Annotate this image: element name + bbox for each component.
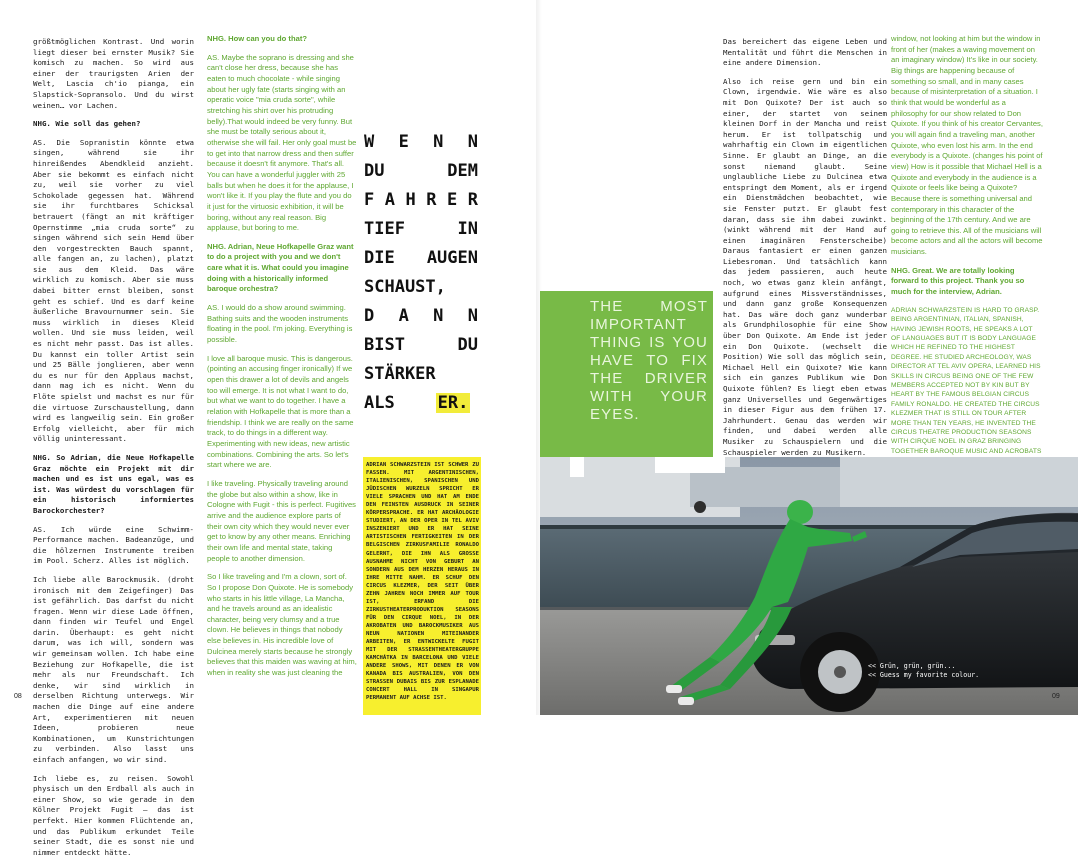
headline-highlight: ER. <box>437 393 469 413</box>
paragraph: AS. Ich würde eine Schwimm-Performance machen. Badeanzüge, und die hölzernen Instrumente treiben im Pool. Scherz. Alles ist möglich. <box>33 524 194 566</box>
paragraph: So I like traveling and I'm a clown, sort of. So I propose Don Quixote. He is somebody who starts in his little village, La Mancha, and he travels around as an idealistic character, being very clumsy and a true clown. He believes in things that nobody else believes in. His incredible love of Dulcinea merely starts because he strongly believes that this maiden was waving at him, when in reality she was just cleaning the <box>207 572 357 678</box>
caption-line: << Guess my favorite colour. <box>868 671 980 679</box>
pull-quote <box>540 291 713 471</box>
headline-line: BIST DU <box>364 335 478 355</box>
paragraph: Also ich reise gern und bin ein Clown, irgendwie. Wie wäre es also mit Don Quixote? Der ist auch so einer, der startet von seinem kleinen Dorf in der Mancha und reist herum. Er ist tollpatschig und wahrhaftig ein Clown im eigentlichen Sinne. Er glaubt an Dinge, an die sonst niemand glaubt. Seine unglaubliche Liebe zu Dulcinea etwa entspringt dem Moment, als er irgend ein Dienstmädchen beobachtet, wie sie Fenster putzt. Er glaubt fest daran, dass sie ihm dabei zuwinkt. (winkt während mit der Hand auf einen imaginären Fensterscheibe) Daraus fantasiert er einen ganzen Liebesroman. Und tatsächlich kann das jedem passieren, auch heute noch, wo etwas ganz klein anfängt, aufgrund eines Missverständnisses, und dann ganz große Konsequenzen hat. Das wäre doch ganz wunderbar als Grundphilosophie für eine Show über Don Quixote. Am Ende ist jeder ein Don Quixote. (wechselt die Position) Wie soll das möglich sein, Michael Hell ein Quixote? Wie kann sich ein ganzes Publikum wie Don Quixote fühlen? Es liegt eben etwas ganz Universelles und Gegenwärtiges in dieser Figur aus dem frühen 17. Jahrhundert. Genau das werden wir finden, und dabei werden alle Musiker zu Schauspielern und die Schauspieler werden zu Musikern. <box>723 76 887 457</box>
headline-line: TIEF IN <box>364 219 478 239</box>
headline-word: ALS <box>364 393 395 413</box>
paragraph: Das bereichert das eigene Leben und Mentalität und führt die Menschen in eine andere Dimension. <box>723 37 887 68</box>
headline-line: STÄRKER <box>364 364 436 384</box>
paragraph: I love all baroque music. This is dangerous. (pointing an accusing finger ironically) If we open this drawer a lot of devils and angels too will emerge. It is not what I want to do, but what we want to do together. I have a relation with Hofkapelle that is more than a friendship. I think we are really on the same track, to do things in a different way. Experimenting with new ideas, new artistic combinations. Combining the arts. So let's start where we are. <box>207 353 354 470</box>
headline-line: F A H R E R <box>364 190 478 210</box>
bio-text-english: ADRIAN SCHWARZSTEIN IS HARD TO GRASP. BEING ARGENTINIAN, ITALIAN, SPANISH, HAVING JEWISH ROOTS, HE SPEAKS A LOT OF LANGUAGES BUT IT IS BODY LANGUAGE WHICH HE REFINED TO THE HIGHEST DEGREE. HE STUDIED ARCHEOLOGY, WAS DIRECTOR AT TEL AVIV OPERA, LEARNED HIS SKILLS IN CIRCUS BEING ONE OF THE FEW MEMBERS ACCEPTED NOT BY KIN BUT BY HEART BY THE FAMOUS BELGIAN CIRCUS FAMILY RONALDO. HE CREATED THE CIRCUS KLEZMER THAT IS STILL ON TOUR AFTER MORE THAN TEN YEARS, HE INVENTED THE CIRCUS THEATRE PRODUCTION SEASONS WITH CIRQUE NOEL IN GRAZ BRINGING TOGETHER BAROQUE MUSIC AND ACROBATS <box>891 306 1042 455</box>
paragraph: AS. Maybe the soprano is dressing and she can't close her dress, because she has eaten to much chocolate - while singing about her ugly fate (starts singing with an operatic voice "mia cruda sorte", while stretching his shirt over his protruding belly).That would indeed be very funny. But she must be totally serious about it, otherwise she will fail. Her only goal must be to get into that narrow dress and then suffer because it doesn't fit anymore. That's all. You can have a wonderful juggler with 25 balls but when he does it for the applause, I won't like it. If you play the flute and you do it just for the virtuosic exhibition, it will be boring, without any real reason. Big applause, but boring to me. <box>207 52 357 233</box>
german-column-left <box>33 37 194 857</box>
german-column-right <box>723 37 887 457</box>
paragraph: AS. Die Sopranistin könnte etwa singen, während sie ihr hinreißendes Abendkleid anzieht. Aber sie bekommt es einfach nicht zu, weil sie vorher zu viel Schokolade gegessen hat. Während sie ihr furchtbares Schicksal betrauert (fängt an mit kräftiger Opernstimme „mia cruda sorte“ zu singen während sich sein Hemd über den vorgestreckten Bauch spannt, alle fangen an, zu lachen), platzt sie aus dem Kleid. Das wäre wirklich zu komisch. Aber sie muss dabei bitter ernst bleiben, sonst geht es schief. Und es darf keine äußerliche Bravournummer sein. Sie muss wirklich in dieses Kleid wollen. Und sie muss leiden, weil es nicht mehr passt. Das ist alles. Du kannst ein toller Artist sein und 25 Bälle jonglieren, aber wenn du es nur für den Applaus machst, dann mag ich es nicht. Wenn du Flöte spielst und machst es nur für die virtuose Zurschaustellung, dann wird es langweilig sein. Ein großer Erfolg vielleicht, aber für mich völlig uninteressant. <box>33 137 194 444</box>
photo-caption <box>868 662 1048 680</box>
headline-line: DIE AUGEN <box>364 248 478 268</box>
paragraph: I like traveling. Physically traveling around the globe but also within a show, like in Cologne with Fugit - this is perfect. Fugitives arrive and the audience explore parts of their own city which they would never ever get to know by any other means. Enriching their own life and mental state, taking people to another dimension. <box>207 478 356 563</box>
headline-line: DU DEM <box>364 161 478 181</box>
headline-last-line <box>364 389 478 418</box>
paragraph: window, not looking at him but the window in front of her (makes a waving movement on an imaginary window) It's like in our society. Big things are happening because of something so small, and in many cases because of misinterpretation of a situation. I think that would be wonderful as a philosophy for our show related to Don Quixote. If you think of his creator Cervantes, you will again find a traveling man, another Quixote, who even lost his arm. In the end everybody is a Quixote. (changes his point of view) How is it possible that Michael Hell is a Quixote and everybody in the audience is a Quixote or feels like being a Quixote? Because there is something universal and contemporary in this character of the beginning of the 17th century. And we are going to retrieve this. All of the musicians will become actors and all the actors will become musicians. <box>891 34 1043 257</box>
english-column-left <box>207 34 357 700</box>
question: NHG. Great. We are totally looking forward to this project. Thank you so much for the interview, Adrian. <box>891 265 1025 297</box>
english-column-right <box>891 34 1043 454</box>
headline <box>364 128 478 418</box>
headline-line: SCHAUST, <box>364 277 446 297</box>
bio-box-german <box>363 457 481 715</box>
page-number-right: 09 <box>1052 693 1060 700</box>
page-number-left: 08 <box>14 693 22 700</box>
paragraph: Ich liebe alle Barockmusik. (droht ironisch mit dem Zeigefinger) Das ist gefährlich. Das darfst du nicht fragen. Wenn wir diese Lade öffnen, dann finden wir Teufel und Engel darin. Überhaupt: es geht nicht darum, was ich will, sondern was wir gemeinsam wollen. Ich habe eine Beziehung zur Hofkapelle, die ist mehr als nur Freundschaft. Ich denke, wir sind wirklich in derselben Richtung unterwegs. Wir machen die Dinge auf eine andere Art, experimentieren mit neuen Ideen, probieren neue Kombinationen, um Kunstrichtungen zu verbinden. Also lasst uns einfach anfangen, wo wir sind. <box>33 574 194 764</box>
paragraph: AS. I would do a show around swimming. Bathing suits and the wooden instruments floating in the pool. I'm joking. Everything is possible. <box>207 303 353 345</box>
headline-line: D A N N <box>364 306 478 326</box>
question: NHG. So Adrian, die Neue Hofkapelle Graz möchte ein Projekt mit dir machen und es ist uns egal, was es ist. Was würdest du vorschlagen für ein historisch informiertes Barockorchester? <box>33 452 194 515</box>
paragraph: größtmöglichen Kontrast. Und worin liegt dieser bei ernster Musik? Sie komisch zu machen. So wird aus einer der traurigsten Arien der Welt, Lascia ch'io pianga, ein Slapstick-Sopransolo. Und du wirst weinen… vor Lachen. <box>33 37 194 110</box>
caption-line: << Grün, grün, grün... <box>868 662 956 670</box>
question: NHG. How can you do that? <box>207 34 307 43</box>
pull-quote-text: THE MOST IMPORTANT THING IS YOU HAVE TO FIX THE DRIVER WITH YOUR EYES. <box>590 298 708 423</box>
paragraph: Ich liebe es, zu reisen. Sowohl physisch um den Erdball als auch in einer Show, so wie gerade in dem Kölner Projekt Fugit – das ist perfekt. Hier kommen Flüchtende an, und das Publikum erkundet Teile seiner Stadt, die es sonst nie und nimmer entdeckt hätte. <box>33 773 194 857</box>
question: NHG. Wie soll das gehen? <box>33 119 141 129</box>
bio-text-german: ADRIAN SCHWARZSTEIN IST SCHWER ZU FASSEN. MIT ARGENTINISCHEN, ITALIENISCHEN, SPANISCHEN UND JÜDISCHEN WURZELN SPRICHT ER VIELE SPRACHEN UND HAT AM ENDE DEN FEINSTEN AUSDRUCK IN SEINER KÖRPERSPRACHE. ER HAT ARCHÄOLOGIE STUDIERT, AN DER OPER IN TEL AVIV INSZENIERT UND ER HAT SEINE ARTISTISCHEN FERTIGKEITEN IN DER BELGISCHEN ZIRKUSFAMILIE RONALDO GELERNT, DIE IHN ALS GROSSE AUSNAHME NICHT VON GEBURT AN SONDERN AUS DEM HERZEN HERAUS IN IHRE MITTE NAHM. ER SCHUF DEN CIRCUS KLEZMER, DER SEIT ÜBER ZEHN JAHREN NOCH IMMER AUF TOUR IST, ERFAND DIE ZIRKUSTHEATERPRODUKTION SEASONS FÜR DEN CIRQUE NOEL, IN DER AKROBATEN UND BAROCKMUSIKER AUS NEUN NATIONEN MITEINANDER ARBEITEN, ER ENTWICKELTE FUGIT MIT DER STRASSENTHEATERGRUPPE KAMCHÁTKA IN BARCELONA UND VIELE ANDERE SHOWS, MIT DENEN ER VON KANADA BIS AUSTRALIEN, VON DEN STRASSEN DUBAIS BIS ZUR ESPLANADE CONCERT HALL IN SINGAPUR PERMANENT AUF ACHSE IST. <box>366 462 479 702</box>
headline-line: W E N N <box>364 132 478 152</box>
question: NHG. Adrian, Neue Hofkapelle Graz want to do a project with you and we don't care what it is. What could you imagine doing with a historically informed baroque orchestra? <box>207 241 354 294</box>
